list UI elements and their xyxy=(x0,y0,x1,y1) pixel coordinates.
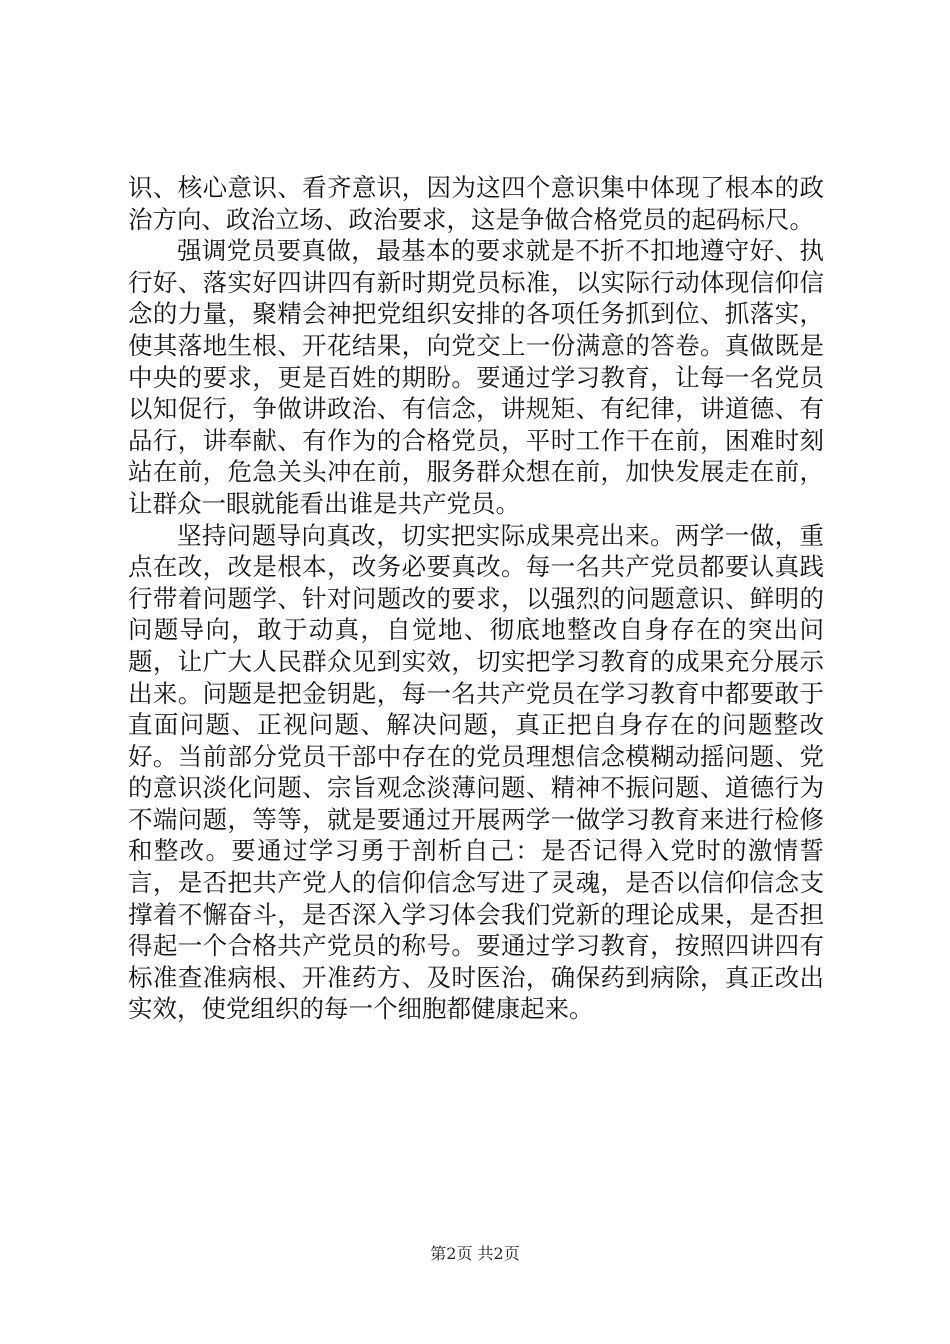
paragraph-continued: 识、核心意识、看齐意识，因为这四个意识集中体现了根本的政治方向、政治立场、政治要求，这是争做合格党员的起码标尺。 xyxy=(128,173,824,234)
document-body xyxy=(128,172,824,1025)
paragraph-problem-oriented: 坚持问题导向真改，切实把实际成果亮出来。两学一做，重点在改，改是根本，改务必要真改。每一名共产党员都要认真践行带着问题学、针对问题改的要求，以强烈的问题意识、鲜明的问题导向，敢于动真，自觉地、彻底地整改自身存在的突出问题，让广大人民群众见到实效，切实把学习教育的成果充分展示出来。问题是把金钥匙，每一名共产党员在学习教育中都要敢于直面问题、正视问题、解决问题，真正把自身存在的问题整改好。当前部分党员干部中存在的党员理想信念模糊动摇问题、党的意识淡化问题、宗旨观念淡薄问题、精神不振问题、道德行为不端问题，等等，就是要通过开展两学一做学习教育来进行检修和整改。要通过学习勇于剖析自己：是否记得入党时的激情誓言，是否把共产党人的信仰信念写进了灵魂，是否以信仰信念支撑着不懈奋斗，是否深入学习体会我们党新的理论成果，是否担得起一个合格共产党员的称号。要通过学习教育，按照四讲四有标准查准病根、开准药方、及时医治，确保药到病除，真正改出实效，使党组织的每一个细胞都健康起来。 xyxy=(128,520,824,1024)
page-footer: 第2页 共2页 xyxy=(430,1244,520,1263)
paragraph-true-action: 强调党员要真做，最基本的要求就是不折不扣地遵守好、执行好、落实好四讲四有新时期党员标准，以实际行动体现信仰信念的力量，聚精会神把党组织安排的各项任务抓到位、抓落实，使其落地生根、开花结果，向党交上一份满意的答卷。真做既是中央的要求，更是百姓的期盼。要通过学习教育，让每一名党员以知促行，争做讲政治、有信念，讲规矩、有纪律，讲道德、有品行，讲奉献、有作为的合格党员，平时工作干在前，困难时刻站在前，危急关头冲在前，服务群众想在前，加快发展走在前，让群众一眼就能看出谁是共产党员。 xyxy=(128,236,824,518)
